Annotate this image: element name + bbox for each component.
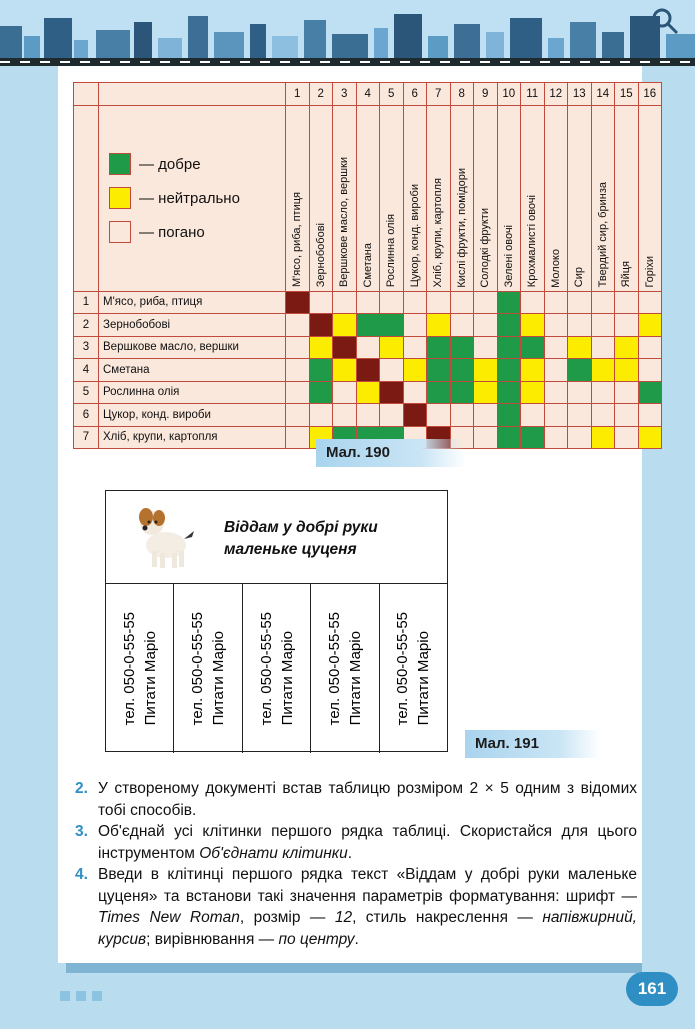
step-text-italic: 12: [334, 909, 353, 926]
building-icon: [272, 36, 298, 58]
column-header-label: Твердий сир, бринза: [596, 182, 609, 288]
rating-cell: [568, 291, 592, 314]
column-header-label: Кислі фрукти, помідори: [455, 167, 468, 288]
decor-squares: [60, 988, 108, 1006]
tear-off-tab: [243, 584, 311, 753]
rating-cell: [615, 426, 639, 449]
step-text-part: .: [347, 844, 353, 862]
rating-cell: [497, 314, 521, 337]
puppy-image: [130, 501, 200, 571]
rating-cell: [521, 404, 545, 427]
rating-cell: [497, 336, 521, 359]
tab-phone: тел. 050-0-55-55: [394, 611, 412, 726]
column-header: [450, 105, 474, 291]
rating-cell: [591, 336, 615, 359]
column-number: 12: [544, 83, 568, 106]
rating-cell: [309, 359, 333, 382]
rating-cell: [333, 359, 357, 382]
column-number: 4: [356, 83, 380, 106]
column-header-label: Молоко: [549, 248, 562, 288]
column-number: 15: [615, 83, 639, 106]
column-header: [380, 105, 404, 291]
step-number: 2.: [75, 780, 88, 797]
instruction-step: [75, 778, 637, 821]
rating-cell: [544, 381, 568, 404]
column-header: [333, 105, 357, 291]
column-header-label: Сметана: [361, 243, 374, 288]
column-header-label: Вершкове масло, вершки: [338, 157, 351, 288]
row-name: Сметана: [99, 359, 286, 382]
legend-label-neutral: — нейтрально: [139, 189, 240, 207]
step-text-part: ; вирівнювання —: [146, 930, 279, 948]
column-header: [497, 105, 521, 291]
rating-cell: [427, 359, 451, 382]
column-header-label: Зелені овочі: [502, 225, 515, 288]
column-number: 16: [638, 83, 662, 106]
rating-cell: [286, 291, 310, 314]
puppy-ad-header-cell: [106, 491, 447, 584]
row-number: 4: [74, 359, 99, 382]
rating-cell: [286, 359, 310, 382]
step-text-italic: Об'єднати клітинки: [199, 844, 348, 862]
rating-cell: [403, 314, 427, 337]
rating-cell: [521, 314, 545, 337]
puppy-ad-tabs-row: [106, 584, 447, 753]
rating-cell: [474, 381, 498, 404]
legend: [99, 105, 286, 291]
rating-cell: [474, 359, 498, 382]
building-icon: [24, 36, 40, 58]
rating-cell: [474, 336, 498, 359]
column-header: [474, 105, 498, 291]
puppy-ad-title-line2: маленьке цуценя: [224, 541, 357, 558]
page-number: 161: [626, 972, 678, 1006]
rating-cell: [591, 291, 615, 314]
tab-phone: тел. 050-0-55-55: [325, 611, 343, 726]
rating-cell: [544, 426, 568, 449]
rating-cell: [403, 359, 427, 382]
step-text-italic: Times New Roman: [98, 909, 240, 926]
figure-caption-191: Мал. 191: [465, 730, 600, 758]
rating-cell: [356, 381, 380, 404]
row-number: 6: [74, 404, 99, 427]
column-number: 6: [403, 83, 427, 106]
rating-cell: [450, 359, 474, 382]
rating-cell: [356, 336, 380, 359]
column-header-label: Хліб, крупи, картопля: [432, 177, 445, 288]
building-icon: [570, 22, 596, 58]
column-header-label: М'ясо, риба, птиця: [291, 192, 304, 288]
column-number-row: [74, 83, 662, 106]
column-number: 14: [591, 83, 615, 106]
building-icon: [548, 38, 564, 58]
instruction-steps: [75, 778, 637, 950]
tab-contact-name: Питати Маріо: [141, 630, 159, 726]
rating-cell: [427, 314, 451, 337]
rating-cell: [497, 291, 521, 314]
step-text-part: У створеному документі встав таблицю розміром 2 × 5 одним з відомих тобі способів.: [98, 780, 637, 819]
row-name: Цукор, конд. вироби: [99, 404, 286, 427]
rating-cell: [497, 426, 521, 449]
building-icon: [214, 32, 244, 58]
building-icon: [332, 34, 368, 58]
tear-off-tab: [106, 584, 174, 753]
rating-cell: [427, 336, 451, 359]
rating-cell: [615, 404, 639, 427]
column-number: 3: [333, 83, 357, 106]
column-header-label: Зернобобові: [314, 223, 327, 288]
rating-cell: [638, 359, 662, 382]
building-icon: [602, 32, 624, 58]
table-row: [74, 314, 662, 337]
rating-cell: [309, 381, 333, 404]
row-name: М'ясо, риба, птиця: [99, 291, 286, 314]
tab-contact-name: Питати Маріо: [346, 630, 364, 726]
building-icon: [428, 36, 448, 58]
table-row: [74, 404, 662, 427]
rating-cell: [427, 291, 451, 314]
building-icon: [188, 16, 208, 58]
tab-phone: тел. 050-0-55-55: [120, 611, 138, 726]
rating-cell: [568, 426, 592, 449]
step-text: [98, 778, 637, 821]
rating-cell: [615, 359, 639, 382]
column-header: [638, 105, 662, 291]
rating-cell: [356, 359, 380, 382]
rating-cell: [403, 381, 427, 404]
tear-off-tab: [311, 584, 379, 753]
rating-cell: [333, 381, 357, 404]
column-header: [615, 105, 639, 291]
corner-cell: [74, 83, 99, 106]
column-header-label: Горіхи: [643, 255, 656, 288]
column-header: [309, 105, 333, 291]
corner-cell: [99, 83, 286, 106]
rating-cell: [544, 314, 568, 337]
column-header-label: Солодкі фрукти: [479, 207, 492, 288]
legend-bad: [109, 221, 285, 243]
rating-cell: [450, 314, 474, 337]
rating-cell: [638, 381, 662, 404]
building-icon: [250, 24, 266, 58]
step-text-part: Введи в клітинці першого рядка текст «Віддам у добрі руки маленьке цуценя» та встанови такі значення параметрів форматування: шрифт —: [98, 866, 637, 905]
rating-cell: [521, 359, 545, 382]
rating-cell: [427, 404, 451, 427]
step-text-part: .: [354, 930, 359, 948]
step-text: [98, 821, 637, 864]
puppy-ad-title: [224, 517, 378, 561]
rating-cell: [286, 404, 310, 427]
column-header-label: Крохмалисті овочі: [526, 195, 539, 288]
rating-cell: [380, 359, 404, 382]
rating-cell: [356, 291, 380, 314]
rating-cell: [286, 336, 310, 359]
rating-cell: [380, 336, 404, 359]
row-number: 5: [74, 381, 99, 404]
column-number: 2: [309, 83, 333, 106]
rating-cell: [521, 381, 545, 404]
rating-cell: [427, 381, 451, 404]
column-header: [356, 105, 380, 291]
rating-cell: [474, 426, 498, 449]
building-icon: [96, 30, 130, 58]
rating-cell: [638, 404, 662, 427]
rating-cell: [309, 291, 333, 314]
rating-cell: [591, 359, 615, 382]
table-row: [74, 359, 662, 382]
page-shadow: [66, 963, 642, 973]
instruction-step: [75, 821, 637, 864]
legend-swatch-good: [109, 153, 131, 175]
column-number: 10: [497, 83, 521, 106]
rating-cell: [591, 381, 615, 404]
rating-cell: [474, 404, 498, 427]
column-number: 1: [286, 83, 310, 106]
row-number: 3: [74, 336, 99, 359]
rating-cell: [521, 291, 545, 314]
tab-contact-name: Питати Маріо: [415, 630, 433, 726]
tab-contact-name: Питати Маріо: [278, 630, 296, 726]
column-name-row: [74, 105, 662, 291]
road-markings: [0, 61, 695, 63]
tab-phone: тел. 050-0-55-55: [189, 611, 207, 726]
column-header: [427, 105, 451, 291]
row-number: 7: [74, 426, 99, 449]
rating-cell: [333, 404, 357, 427]
tab-phone: тел. 050-0-55-55: [257, 611, 275, 726]
rating-cell: [544, 291, 568, 314]
legend-neutral: [109, 187, 285, 209]
column-header-label: Сир: [573, 267, 586, 288]
row-number: 2: [74, 314, 99, 337]
rating-cell: [450, 381, 474, 404]
rating-cell: [333, 291, 357, 314]
rating-cell: [521, 336, 545, 359]
building-icon: [158, 38, 182, 58]
row-name: Зернобобові: [99, 314, 286, 337]
column-number: 13: [568, 83, 592, 106]
row-name: Рослинна олія: [99, 381, 286, 404]
column-header: [591, 105, 615, 291]
rating-cell: [568, 314, 592, 337]
step-text: [98, 864, 637, 950]
tab-contact-name: Питати Маріо: [210, 630, 228, 726]
legend-label-good: — добре: [139, 155, 201, 173]
rating-cell: [615, 291, 639, 314]
column-header-label: Цукор, конд. вироби: [408, 184, 421, 288]
step-text-part: Об'єднай усі клітинки першого рядка таблиці. Скористайся для цього інструментом: [98, 823, 637, 862]
building-icon: [134, 22, 152, 58]
column-header: [286, 105, 310, 291]
table-row: [74, 291, 662, 314]
header-city-banner: [0, 0, 695, 66]
rating-cell: [544, 404, 568, 427]
rating-cell: [380, 291, 404, 314]
legend-swatch-neutral: [109, 187, 131, 209]
rating-cell: [286, 426, 310, 449]
column-header-label: Яйця: [620, 261, 633, 288]
row-name: Вершкове масло, вершки: [99, 336, 286, 359]
column-number: 11: [521, 83, 545, 106]
building-icon: [454, 24, 480, 58]
rating-cell: [474, 291, 498, 314]
column-number: 7: [427, 83, 451, 106]
rating-cell: [521, 426, 545, 449]
rating-cell: [333, 336, 357, 359]
rating-cell: [615, 336, 639, 359]
rating-cell: [615, 381, 639, 404]
figure-caption-190: Мал. 190: [316, 439, 466, 467]
rating-cell: [497, 359, 521, 382]
row-name: Хліб, крупи, картопля: [99, 426, 286, 449]
step-number: 3.: [75, 823, 88, 840]
rating-cell: [450, 404, 474, 427]
column-header: [521, 105, 545, 291]
rating-cell: [403, 404, 427, 427]
building-icon: [394, 14, 422, 58]
rating-cell: [638, 336, 662, 359]
legend-swatch-bad: [109, 221, 131, 243]
rating-cell: [309, 404, 333, 427]
instruction-step: [75, 864, 637, 950]
rating-cell: [591, 314, 615, 337]
rating-cell: [638, 291, 662, 314]
step-text-italic: по центру: [278, 930, 355, 948]
column-header: [568, 105, 592, 291]
puppy-ad-title-line1: Віддам у добрі руки: [224, 519, 378, 536]
rating-cell: [380, 381, 404, 404]
food-compatibility-table: [73, 82, 662, 449]
tear-off-tab: [174, 584, 242, 753]
rating-cell: [568, 336, 592, 359]
step-text-part: , розмір —: [239, 909, 335, 926]
building-icon: [304, 20, 326, 58]
legend-label-bad: — погано: [139, 223, 205, 241]
building-icon: [0, 26, 22, 58]
rating-cell: [568, 359, 592, 382]
rating-cell: [497, 404, 521, 427]
rating-cell: [615, 314, 639, 337]
rating-cell: [356, 314, 380, 337]
column-number: 5: [380, 83, 404, 106]
rating-cell: [309, 314, 333, 337]
puppy-ad-table: [105, 490, 448, 752]
step-text-part: , стиль накреслення —: [352, 909, 543, 926]
rating-cell: [544, 336, 568, 359]
column-header: [544, 105, 568, 291]
legend-good: [109, 153, 285, 175]
rating-cell: [380, 314, 404, 337]
column-header: [403, 105, 427, 291]
row-number: 1: [74, 291, 99, 314]
rating-cell: [380, 404, 404, 427]
rating-cell: [403, 336, 427, 359]
legend-spacer: [74, 105, 99, 291]
rating-cell: [450, 336, 474, 359]
table-row: [74, 381, 662, 404]
rating-cell: [286, 314, 310, 337]
column-number: 8: [450, 83, 474, 106]
building-icon: [74, 40, 88, 58]
rating-cell: [403, 291, 427, 314]
rating-cell: [497, 381, 521, 404]
column-header-label: Рослинна олія: [385, 214, 398, 288]
rating-cell: [568, 381, 592, 404]
building-icon: [510, 18, 542, 58]
rating-cell: [638, 314, 662, 337]
tear-off-tab: [380, 584, 447, 753]
rating-cell: [286, 381, 310, 404]
column-number: 9: [474, 83, 498, 106]
rating-cell: [591, 404, 615, 427]
magnifier-icon: [650, 6, 680, 36]
step-text-italic: напівжирний, курсив: [98, 909, 637, 948]
rating-cell: [638, 426, 662, 449]
building-icon: [44, 18, 72, 58]
rating-cell: [333, 314, 357, 337]
rating-cell: [544, 359, 568, 382]
building-icon: [374, 28, 388, 58]
rating-cell: [591, 426, 615, 449]
building-icon: [666, 34, 695, 58]
rating-cell: [474, 314, 498, 337]
rating-cell: [568, 404, 592, 427]
table-row: [74, 336, 662, 359]
rating-cell: [309, 336, 333, 359]
building-icon: [486, 32, 504, 58]
step-number: 4.: [75, 866, 88, 883]
rating-cell: [356, 404, 380, 427]
rating-cell: [450, 291, 474, 314]
